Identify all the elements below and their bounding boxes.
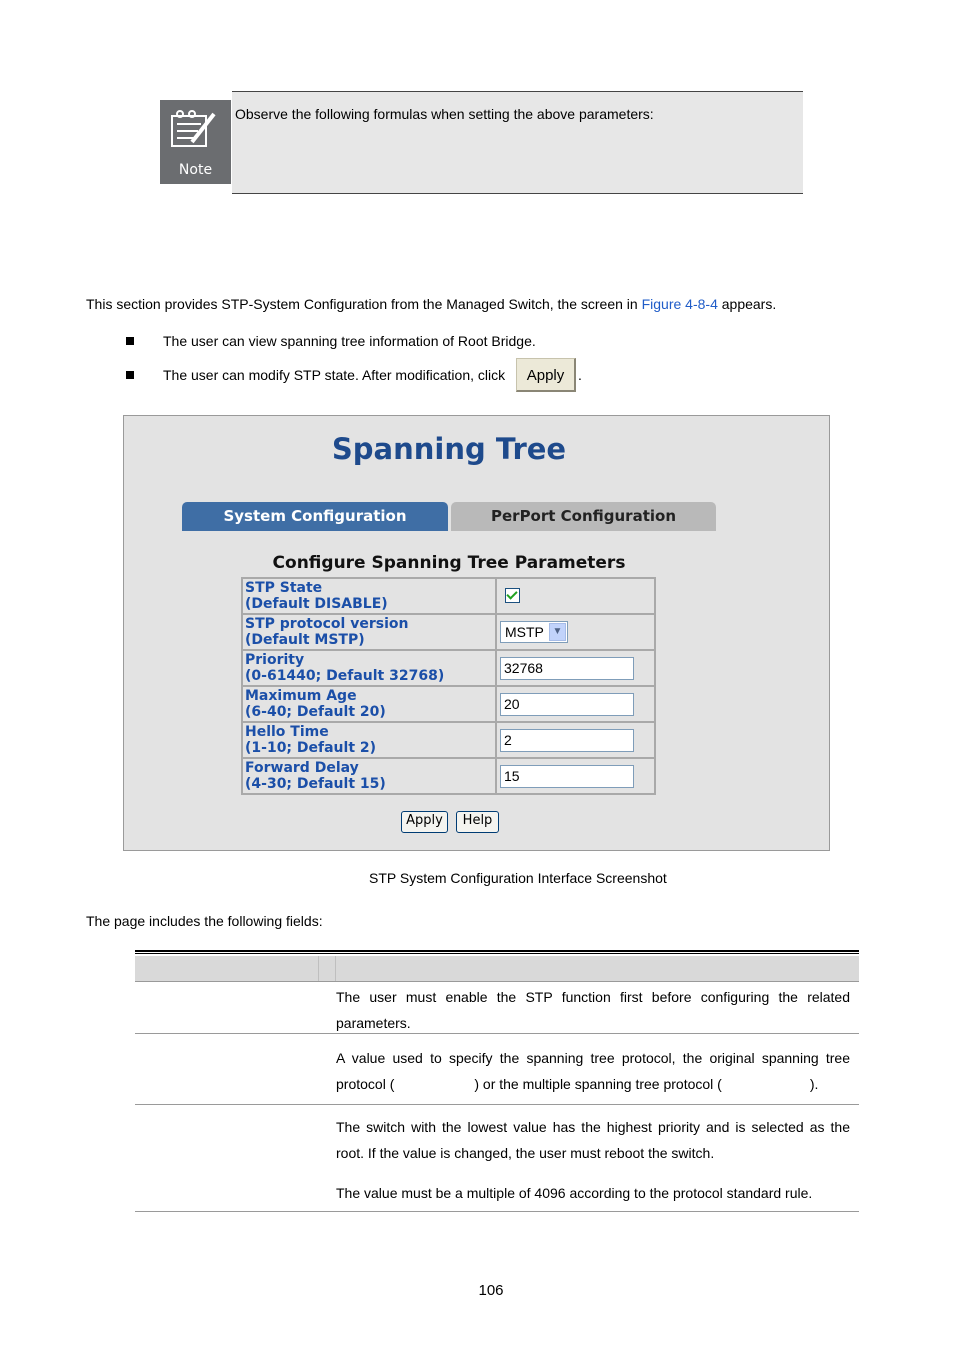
notepad-pen-icon (168, 108, 222, 158)
param-label (242, 722, 496, 758)
intro-text-end: appears. (717, 296, 777, 312)
fields-intro: The page includes the following fields: (86, 913, 323, 929)
row-divider (135, 1211, 859, 1212)
protocol-version-select[interactable] (500, 621, 568, 643)
figure-caption: STP System Configuration Interface Screenshot (369, 870, 667, 886)
row-divider (135, 1033, 859, 1034)
tab-perport-configuration[interactable]: PerPort Configuration (451, 502, 716, 531)
tab-system-configuration[interactable]: System Configuration (182, 502, 448, 531)
fields-table-header (135, 956, 859, 981)
row-divider (135, 981, 859, 982)
field-description (336, 1045, 850, 1097)
param-name: STP State (245, 580, 323, 596)
desc-part: A value used to specify the spanning tree protocol, the original spanning tree protocol ( (336, 1050, 850, 1092)
table-row (242, 722, 655, 758)
param-name: Maximum Age (245, 688, 357, 704)
note-label: Note (178, 162, 213, 178)
note-text: Observe the following formulas when setting the above parameters: (235, 106, 654, 122)
header-divider (318, 956, 336, 981)
param-default: (Default DISABLE) (245, 596, 388, 612)
page-number: 106 (478, 1282, 504, 1299)
parameters-table (241, 577, 656, 795)
param-name: STP protocol version (245, 616, 409, 632)
param-default: (1-10; Default 2) (245, 740, 377, 756)
param-value (496, 686, 655, 722)
param-label (242, 578, 496, 614)
field-description: The switch with the lowest value has the highest priority and is selected as the root. If the value is changed, the user must reboot the switch. (336, 1119, 850, 1161)
param-value (496, 650, 655, 686)
bullet-item: The user can view spanning tree information of Root Bridge. (163, 333, 536, 349)
table-row (242, 686, 655, 722)
param-default: (4-30; Default 15) (245, 776, 386, 792)
priority-input[interactable]: 32768 (500, 657, 634, 680)
table-top-rule-thin (135, 953, 859, 954)
forward-delay-input[interactable]: 15 (500, 765, 634, 788)
help-button[interactable]: Help (456, 811, 499, 833)
form-heading: Configure Spanning Tree Parameters (272, 553, 626, 573)
spanning-tree-screenshot (123, 415, 830, 851)
intro-paragraph (86, 296, 776, 312)
page-title: Spanning Tree (331, 432, 567, 466)
desc-part: ). (809, 1076, 819, 1092)
param-value (496, 722, 655, 758)
param-value (496, 614, 655, 650)
table-top-rule (135, 950, 859, 952)
intro-text: This section provides STP-System Configuration from the Managed Switch, the screen in (86, 296, 642, 312)
table-row (242, 578, 655, 614)
note-icon (160, 100, 231, 184)
max-age-input[interactable]: 20 (500, 693, 634, 716)
table-row (242, 650, 655, 686)
row-divider (135, 1104, 859, 1105)
table-row (242, 758, 655, 794)
param-default: (6-40; Default 20) (245, 704, 386, 720)
bullet-marker (126, 371, 134, 379)
field-description: The user must enable the STP function first before configuring the related parameters. (336, 989, 850, 1031)
desc-part: ) or the multiple spanning tree protocol ( (474, 1076, 722, 1092)
param-name: Forward Delay (245, 760, 359, 776)
param-label (242, 650, 496, 686)
apply-button-illustration: Apply (516, 358, 576, 392)
hello-time-input[interactable]: 2 (500, 729, 634, 752)
param-default: (Default MSTP) (245, 632, 365, 648)
param-value (496, 758, 655, 794)
select-value: MSTP (505, 624, 544, 640)
param-name: Hello Time (245, 724, 329, 740)
param-label (242, 758, 496, 794)
field-description: The value must be a multiple of 4096 according to the protocol standard rule. (336, 1185, 813, 1201)
param-default: (0-61440; Default 32768) (245, 668, 445, 684)
figure-link[interactable]: Figure 4-8-4 (641, 296, 718, 312)
bullet-item: The user can modify STP state. After modification, click (163, 367, 506, 383)
param-name: Priority (245, 652, 305, 668)
param-label (242, 686, 496, 722)
bullet-marker (126, 337, 134, 345)
stp-state-checkbox[interactable] (505, 588, 520, 603)
note-box (232, 91, 803, 194)
param-value (496, 578, 655, 614)
table-row (242, 614, 655, 650)
apply-button[interactable]: Apply (401, 811, 448, 833)
chevron-down-icon[interactable]: ▼ (549, 623, 566, 641)
param-label (242, 614, 496, 650)
bullet-period: . (578, 367, 582, 383)
